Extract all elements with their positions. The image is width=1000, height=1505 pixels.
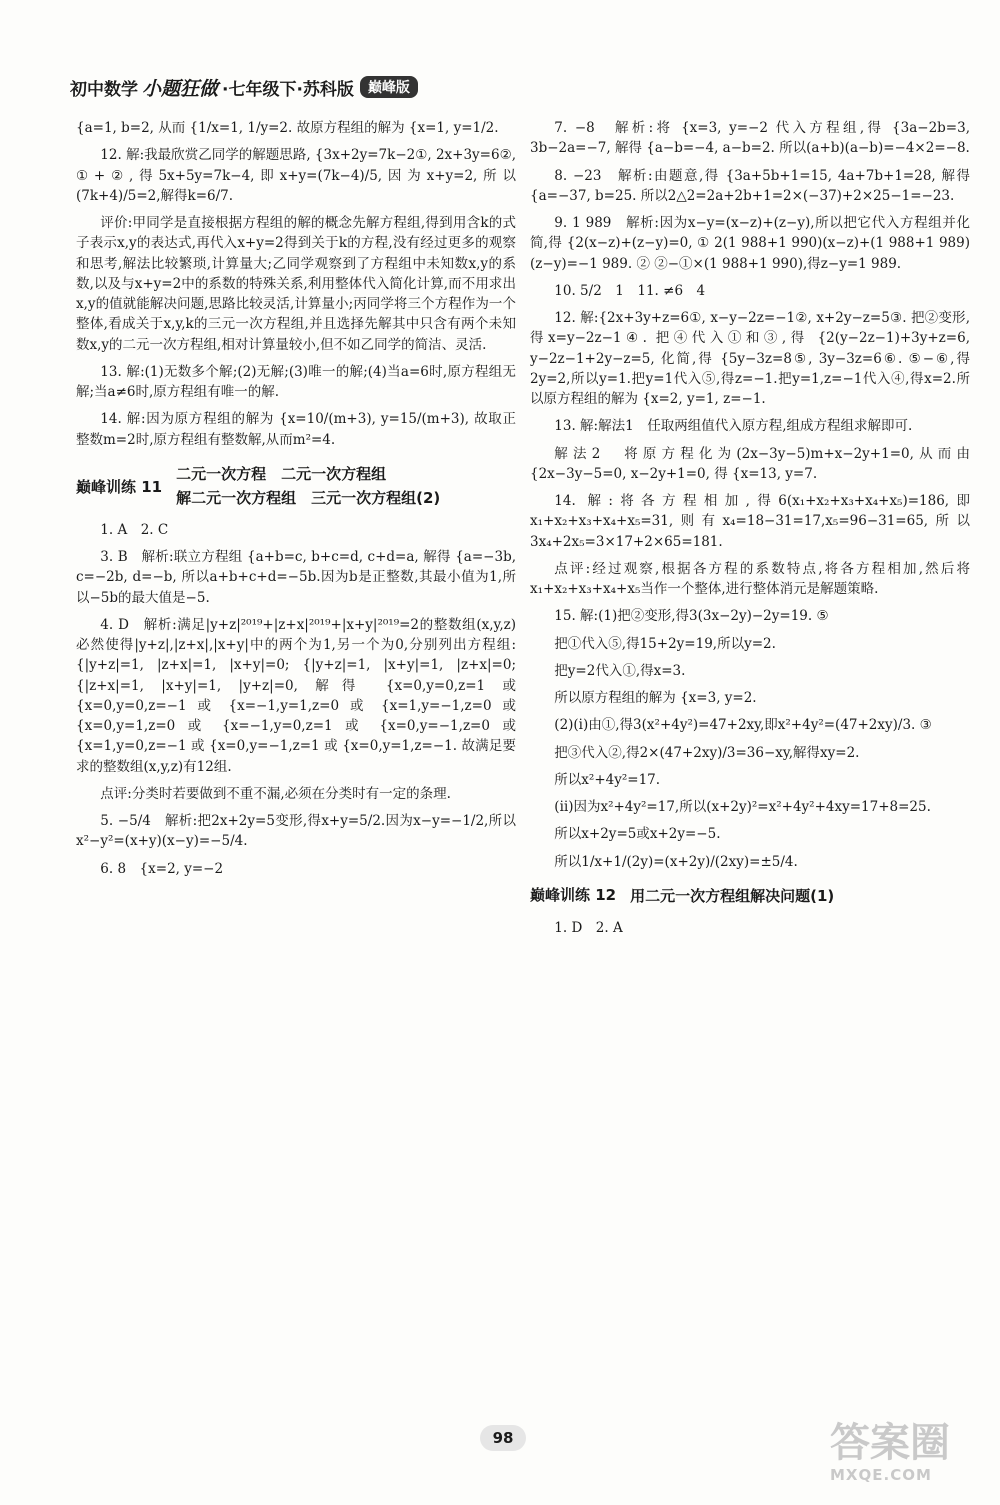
answer-comment: 点评:经过观察,根据各方程的系数特点,将各方程相加,然后将x₁+x₂+x₃+x₄+x₅当作一个整体,进行整体消元是解题策略.	[530, 560, 970, 597]
section-heading	[530, 884, 970, 908]
watermark-url: MXQE.COM	[830, 1466, 932, 1484]
section-tag: 巅峰训练 12	[530, 885, 617, 904]
answer-paragraph: 3. B 解析:联立方程组 {a+b=c, b+c=d, c+d=a, 解得 {a=−3b, c=−2b, d=−b, 所以a+b+c+d=−5b.因为b是正整数,其最小值为1,所以−5b的最大值是−5.	[76, 549, 516, 606]
answer-paragraph: 6. 8 {x=2, y=−2	[100, 860, 224, 877]
answer-paragraph: 所以x²+4y²=17.	[554, 771, 661, 788]
answer-paragraph: 7. −8 解析:将 {x=3, y=−2 代入方程组,得 {3a−2b=3, 3b−2a=−7, 解得 {a−b=−4, a−b=2. 所以(a+b)(a−b)=−4×2=−8.	[530, 120, 970, 157]
answer-paragraph: 8. −23 解析:由题意,得 {3a+5b+1=15, 4a+7b+1=28, 解得 {a=−37, b=25. 所以2△2=2a+2b+1=2×(−37)+2×25−1=−23.	[530, 167, 970, 204]
section-tag: 巅峰训练 11	[76, 477, 163, 496]
section-heading	[76, 462, 516, 510]
answer-paragraph: 13. 解:(1)无数多个解;(2)无解;(3)唯一的解;(4)当a=6时,原方程组无解;当a≠6时,原方程组有唯一的解.	[76, 363, 516, 400]
section-title: 二元一次方程 二元一次方程组	[176, 464, 387, 483]
watermark-text: 答案圈	[830, 1420, 950, 1466]
header-subject: 初中数学	[70, 79, 138, 100]
answer-paragraph: 所以原方程组的解为 {x=3, y=2.	[554, 690, 757, 706]
answer-paragraph: 解法2 将原方程化为(2x−3y−5)m+x−2y+1=0,从而由 {2x−3y−5=0, x−2y+1=0, 得 {x=13, y=7.	[530, 445, 970, 482]
page-number: 98	[480, 1425, 526, 1451]
answer-paragraph: 12. 解:我最欣赏乙同学的解题思路, {3x+2y=7k−2①, 2x+3y=6②, ①+②,得5x+5y=7k−4,即x+y=(7k−4)/5,因为x+y=2,所以(7k+4)/5=2,解得k=6/7.	[76, 147, 516, 204]
answer-paragraph: 评价:甲同学是直接根据方程组的解的概念先解方程组,得到用含k的式子表示x,y的表达式,再代入x+y=2得到关于k的方程,没有经过更多的观察和思考,解法比较繁琐,计算量大;乙同学观察到了方程组中未知数x,y的系数,以及与x+y=2中的系数的特殊关系,利用整体代入简化计算,而不用求出x,y的值就能解决问题,思路比较灵活,计算量小;丙同学将三个方程作为一个整体,看成关于x,y,k的三元一次方程组,并且选择先解其中只含有两个未知数x,y的二元一次方程组,相对计算量较小,但不如乙同学的简洁、灵活.	[76, 215, 516, 353]
answer-paragraph: 把y=2代入①,得x=3.	[554, 662, 686, 679]
answer-paragraph: 1. D 2. A	[554, 919, 623, 936]
answer-paragraph: (2)(ⅰ)由①,得3(x²+4y²)=47+2xy,即x²+4y²=(47+2xy)/3. ③	[554, 717, 932, 734]
answer-paragraph: 把①代入⑤,得15+2y=19,所以y=2.	[554, 635, 776, 652]
answer-paragraph: 15. 解:(1)把②变形,得3(3x−2y)−2y=19. ⑤	[554, 608, 829, 625]
header-edition-badge: 巅峰版	[360, 76, 418, 98]
answer-comment: 点评:分类时若要做到不重不漏,必须在分类时有一定的条理.	[100, 785, 451, 802]
answer-paragraph: 所以x+2y=5或x+2y=−5.	[554, 826, 721, 843]
answer-paragraph: 12. 解:{2x+3y+z=6①, x−y−2z=−1②, x+2y−z=5③. 把②变形,得x=y−2z−1④. 把④代入①和③,得 {2(y−2z−1)+3y+z=6, y−2z−1+2y−z=5, 化简,得 {5y−3z=8⑤, 3y−3z=6⑥. ⑤−⑥,得2y=2,所以y=1.把y=1代入⑤,得z=−1.把y=1,z=−1代入④,得x=2.所以原方程组的解为 {x=2, y=1, z=−1.	[530, 310, 970, 407]
answer-paragraph: 所以1/x+1/(2y)=(x+2y)/(2xy)=±5/4.	[554, 853, 798, 870]
left-column	[76, 118, 516, 886]
header-grade: ·七年级下·苏科版	[222, 79, 354, 100]
right-column	[530, 118, 970, 945]
section-title: 解二元一次方程组 三元一次方程组(2)	[176, 488, 441, 507]
answer-paragraph: 13. 解:解法1 任取两组值代入原方程,组成方程组求解即可.	[554, 418, 913, 435]
answer-paragraph: 10. 5/2 1 11. ≠6 4	[554, 282, 706, 299]
answer-paragraph: 5. −5/4 解析:把2x+2y=5变形,得x+y=5/2.因为x−y=−1/2,所以x²−y²=(x+y)(x−y)=−5/4.	[76, 813, 516, 850]
page-header	[70, 70, 500, 104]
answer-paragraph: 把③代入②,得2×(47+2xy)/3=36−xy,解得xy=2.	[554, 744, 860, 761]
answer-paragraph: {a=1, b=2, 从而 {1/x=1, 1/y=2. 故原方程组的解为 {x=1, y=1/2.	[76, 120, 499, 136]
watermark-logo	[830, 1420, 995, 1500]
answer-paragraph: (ⅱ)因为x²+4y²=17,所以(x+2y)²=x²+4y²+4xy=17+8=25.	[554, 799, 931, 815]
section-title: 用二元一次方程组解决问题(1)	[630, 886, 835, 905]
answer-paragraph: 14. 解:将各方程相加,得6(x₁+x₂+x₃+x₄+x₅)=186,即x₁+x₂+x₃+x₄+x₅=31,则有x₄=18−31=17,x₅=96−31=65,所以3x₄+2x₅=3×17+2×65=181.	[530, 493, 970, 550]
answer-paragraph: 9. 1 989 解析:因为x−y=(x−z)+(z−y),所以把它代入方程组并化简,得 {2(x−z)+(z−y)=0, ① 2(1 988+1 990)(x−z)+(1 988+1 989)(z−y)=−1 989. ② ②−①×(1 988+1 990),得z−y=1 989.	[530, 215, 970, 272]
answer-paragraph: 1. A 2. C	[100, 521, 169, 538]
answer-paragraph: 14. 解:因为原方程组的解为 {x=10/(m+3), y=15/(m+3), 故取正整数m=2时,原方程组有整数解,从而m²=4.	[76, 411, 516, 448]
header-series-logo: 小题狂做	[142, 77, 219, 100]
answer-paragraph: 4. D 解析:满足|y+z|²⁰¹⁹+|z+x|²⁰¹⁹+|x+y|²⁰¹⁹=2的整数组(x,y,z)必然使得|y+z|,|z+x|,|x+y|中的两个为1,另一个为0,分别列出方程组:{|y+z|=1, |z+x|=1, |x+y|=0; {|y+z|=1, |x+y|=1, |z+x|=0; {|z+x|=1, |x+y|=1, |y+z|=0, 解得 {x=0,y=0,z=1 或 {x=0,y=0,z=−1 或 {x=−1,y=1,z=0 或 {x=1,y=−1,z=0 或 {x=0,y=1,z=0 或 {x=−1,y=0,z=1 或 {x=0,y=−1,z=0 或 {x=1,y=0,z=−1 或 {x=0,y=−1,z=1 或 {x=0,y=1,z=−1. 故满足要求的整数组(x,y,z)有12组.	[76, 616, 516, 775]
